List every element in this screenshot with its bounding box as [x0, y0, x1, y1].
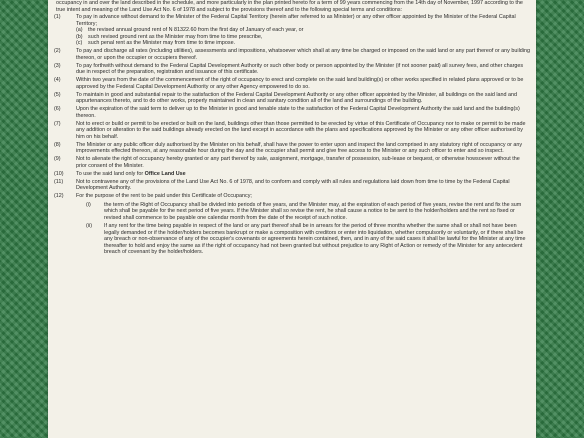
clause-8: [54, 142, 532, 155]
clause-number: (4): [54, 77, 61, 84]
sub-clause-text: the revised annual ground rent of N 81322.60 from the first day of January of each year, or: [88, 27, 304, 34]
clause-11: [54, 179, 532, 192]
clause-text: To use the said land only for: [76, 170, 144, 177]
sub-clause-text: such penal rent as the Minister may from time to time impose.: [88, 40, 236, 47]
clause-text: Not to erect or build or permit to be erected or built on the land, buildings other than those permitted to be erected by virtue of this Certificate of Occupancy nor to make or permit to be made any addition or alteration to the said buildings already erected on the land except in accordance with the plans and specifications approved by the Minister or any other officer authorised by him on his behalf.: [76, 120, 526, 140]
rent-provision-text: If any rent for the time being payable in respect of the land or any part thereof shall be in arrears for the period of three months whether the same shall or shall not have been legally demanded or if the holder/holders becomes bankrupt or make a composition with creditors or enter into liquidation, whether compulsorily or voluntarily, or if there shall be any breach or non-observance of any of the occupier's covenants or agreements herein contained, then, and in any of the said cases it shall be lawful for the Minister at any time thereafter to hold and enjoy the same as if the right of occupancy had not been granted but without prejudice to any Right of Action or remedy of the Minister for any antecedent breach of covenant by the holder/holders.: [104, 223, 526, 256]
certificate-page: [48, 0, 536, 438]
certificate-text: [54, 0, 532, 257]
clause-body: [76, 193, 532, 256]
clause-number: (3): [54, 62, 61, 69]
rent-provision-text: the term of the Right of Occupancy shall be divided into periods of five years, and the Minister may, at the expiration of each period of five years, revise the rent and fix the sum which shall be payable for the next period of five years. If the Minister shall so revise the rent, he shall cause a notice to be sent to the holder/holders and the rent so fixed or revised shall commence to be payable one calendar month from the date of the receipt of such notice.: [104, 201, 522, 221]
clause-text: Not to alienate the right of occupancy hereby granted or any part thereof by sale, assignment, mortgage, transfer of possession, sub-lease or bequest, or otherwise howsoever without the prior consent of the Minister.: [76, 156, 520, 169]
clause-number: (10): [54, 170, 64, 177]
clause-2: [54, 48, 532, 61]
sub-clause-text: such revised ground rent as the Minister may from time to time prescribe,: [88, 33, 263, 40]
clause-4: [54, 77, 532, 90]
clause-body: [76, 121, 532, 141]
clause-text: To pay in advance without demand to the Minister of the Federal Capital Territory (herein after referred to as Minister) or any other officer appointed by the Minister of the Federal Capital Territory;: [76, 14, 516, 27]
clause-10: [54, 171, 532, 178]
clause-text: Upon the expiration of the said term to deliver up to the Minister in good and tenable state to the satisfaction of the Federal Capital Development Authority the said land and the building(s) thereon.: [76, 106, 520, 119]
clause-body: [76, 142, 532, 155]
clause-3: [54, 63, 532, 76]
land-use-purpose: Office Land Use: [144, 170, 186, 177]
clause-text: The Minister or any public officer duly authorised by the Minister on his behalf, shall have the power to enter upon and inspect the land comprised in any statutory right of occupancy or any improvements effected thereon, at any reasonable hour during the day and the occupier shall permit and give free access to the Minister or any such officer to enter and so inspect.: [76, 141, 523, 155]
sub-clause: [76, 40, 532, 47]
clause-body: [76, 179, 532, 192]
clause-number: (5): [54, 91, 61, 98]
clause-number: (2): [54, 48, 61, 55]
clause-body: [76, 106, 532, 119]
clause-number: (11): [54, 178, 64, 185]
intro-paragraph: occupancy in and over the land described in the schedule, and more particularly in the plan printed hereto for a term of 99 years commencing from the 14th day of November, 1997 according to the true intent and meaning of the Land Use Act No. 6 of 1978 and subject to the provisions thereof and to the following special terms and conditions:: [56, 0, 523, 13]
clause-text: Within two years from the date of the commencement of the right of occupancy to erect and complete on the said land building(s) or other works specified in related plans approved or to be approved by the Federal Capital Development Authority or any other Agency empowered to do so.: [76, 77, 524, 90]
sub-clause-label: (b): [76, 33, 83, 40]
clause-body: [76, 63, 532, 76]
sub-clause-label: (a): [76, 27, 83, 34]
clause-body: [76, 171, 532, 178]
clause-list: [54, 14, 532, 256]
clause-9: [54, 156, 532, 169]
clause-text: To maintain in good and substantial repair to the satisfaction of the Federal Capital Development Authority or any other officer appointed by the Minister, all buildings on the said land and appurtenances thereto, and to do other works, properly maintained in clean and sanitary condition all of the land and surroundings of the building.: [76, 91, 518, 105]
clause-text: Not to contravene any of the provisions of the Land Use Act No. 6 of 1978, and to conform and comply with all rules and regulations laid down from time to time by the Federal Capital Development Authority.: [76, 178, 510, 192]
clause-text: To pay forthwith without demand to the Federal Capital Development Authority or such other body or person appointed by the Minister (if not sooner paid) all survey fees, and other charges due in respect of the preparation, registration and issuance of this certificate.: [76, 62, 524, 76]
clause-body: [76, 77, 532, 90]
rent-provision-label: (ii): [86, 223, 92, 230]
clause-body: [76, 48, 532, 61]
clause-12: [54, 193, 532, 256]
rent-provision: [76, 202, 532, 222]
clause-5: [54, 92, 532, 105]
clause-number: (6): [54, 106, 61, 113]
rent-provision: [76, 223, 532, 256]
clause-body: [76, 14, 532, 47]
clause-7: [54, 121, 532, 141]
clause-text: For the purpose of the rent to be paid under this Certificate of Occupancy;: [76, 193, 252, 200]
clause-number: (12): [54, 193, 64, 200]
sub-clause-label: (c): [76, 40, 83, 47]
clause-1: [54, 14, 532, 47]
clause-body: [76, 156, 532, 169]
clause-body: [76, 92, 532, 105]
clause-number: (1): [54, 14, 61, 21]
clause-text: To pay and discharge all rates (including utilities), assessments and impositions, whatsoever which shall at any time be charged or imposed on the said land or any part thereof or any building thereon, or upon the occupier or occupiers thereof.: [76, 48, 530, 61]
clause-6: [54, 106, 532, 119]
clause-number: (8): [54, 141, 61, 148]
rent-provision-label: (i): [86, 201, 91, 208]
clause-number: (7): [54, 120, 61, 127]
clause-number: (9): [54, 156, 61, 163]
